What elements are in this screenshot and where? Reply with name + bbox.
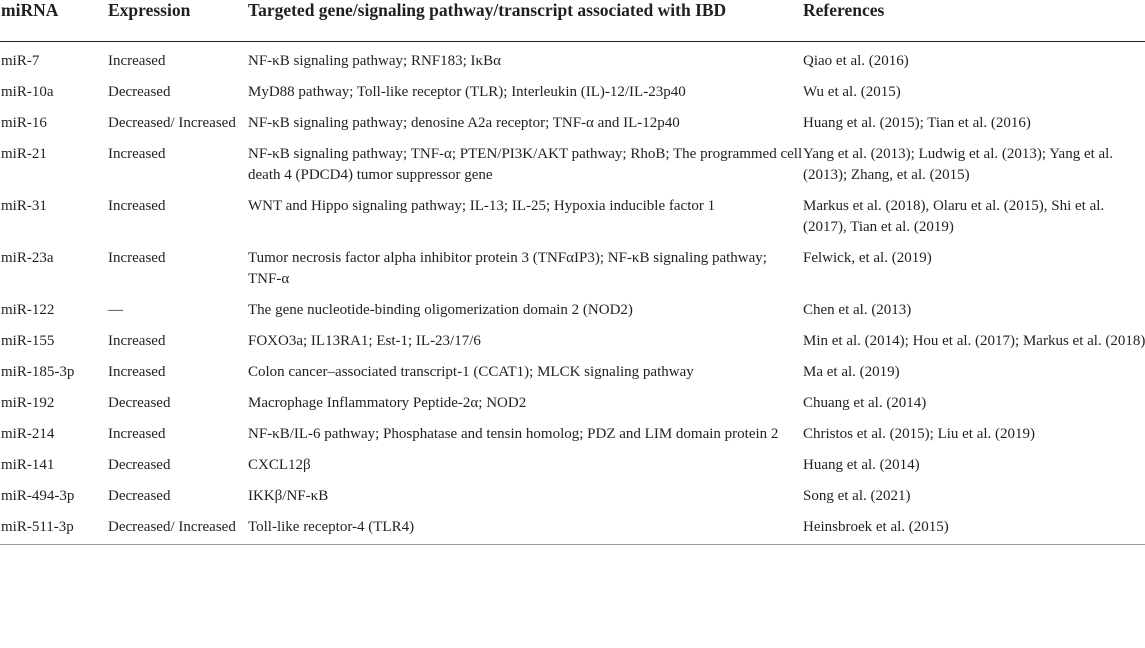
- cell-mirna: miR-141: [1, 457, 55, 473]
- table-row: [0, 361, 1145, 392]
- table-row: [0, 516, 1145, 544]
- table-bottom-rule: [0, 544, 1145, 545]
- cell-reference: Christos et al. (2015); Liu et al. (2019): [803, 426, 1036, 442]
- cell-mirna: miR-21: [1, 146, 47, 162]
- cell-expression: Decreased: [108, 457, 171, 473]
- cell-target: NF-κB signaling pathway; denosine A2a receptor; TNF-α and IL-12p40: [248, 115, 680, 131]
- cell-expression: Increased: [108, 364, 166, 380]
- table-row: [0, 299, 1145, 330]
- cell-target: Tumor necrosis factor alpha inhibitor protein 3 (TNFαIP3); NF-κB signaling pathway; TNF-α: [248, 250, 767, 287]
- cell-expression: Decreased: [108, 395, 171, 411]
- table-row: [0, 247, 1145, 299]
- cell-target: MyD88 pathway; Toll-like receptor (TLR); Interleukin (IL)-12/IL-23p40: [248, 84, 686, 100]
- cell-reference: Min et al. (2014); Hou et al. (2017); Markus et al. (2018): [803, 333, 1145, 349]
- cell-mirna: miR-494-3p: [1, 488, 75, 504]
- table-row: [0, 112, 1145, 143]
- cell-expression: Increased: [108, 250, 166, 266]
- cell-mirna: miR-16: [1, 115, 47, 131]
- cell-reference: Qiao et al. (2016): [803, 53, 909, 69]
- table-row: [0, 485, 1145, 516]
- cell-reference: Huang et al. (2014): [803, 457, 920, 473]
- table-row: [0, 423, 1145, 454]
- cell-reference: Markus et al. (2018), Olaru et al. (2015), Shi et al. (2017), Tian et al. (2019): [803, 198, 1105, 235]
- cell-expression: Decreased/ Increased: [108, 519, 236, 535]
- cell-expression: Increased: [108, 53, 166, 69]
- cell-mirna: miR-23a: [1, 250, 54, 266]
- cell-mirna: miR-185-3p: [1, 364, 75, 380]
- cell-target: IKKβ/NF-κB: [248, 488, 329, 504]
- cell-reference: Chen et al. (2013): [803, 302, 912, 318]
- header-expression: Expression: [108, 0, 191, 20]
- cell-target: Macrophage Inflammatory Peptide-2α; NOD2: [248, 395, 527, 411]
- cell-mirna: miR-155: [1, 333, 55, 349]
- cell-reference: Song et al. (2021): [803, 488, 911, 504]
- table-row: [0, 392, 1145, 423]
- cell-reference: Heinsbroek et al. (2015): [803, 519, 949, 535]
- cell-mirna: miR-511-3p: [1, 519, 74, 535]
- cell-target: FOXO3a; IL13RA1; Est-1; IL-23/17/6: [248, 333, 481, 349]
- cell-target: Colon cancer–associated transcript-1 (CCAT1); MLCK signaling pathway: [248, 364, 694, 380]
- table-row: [0, 330, 1145, 361]
- cell-expression: Decreased: [108, 488, 171, 504]
- table-header: [0, 0, 1145, 42]
- cell-target: NF-κB/IL-6 pathway; Phosphatase and tensin homolog; PDZ and LIM domain protein 2: [248, 426, 779, 442]
- table-row: [0, 81, 1145, 112]
- cell-target: Toll-like receptor-4 (TLR4): [248, 519, 415, 535]
- cell-reference: Felwick, et al. (2019): [803, 250, 932, 266]
- cell-expression: Increased: [108, 333, 166, 349]
- header-row: [0, 0, 1145, 42]
- cell-expression: Increased: [108, 146, 166, 162]
- header-targeted-gene: Targeted gene/signaling pathway/transcript associated with IBD: [248, 0, 727, 20]
- table-row: [0, 143, 1145, 195]
- cell-mirna: miR-7: [1, 53, 40, 69]
- cell-reference: Wu et al. (2015): [803, 84, 901, 100]
- cell-target: NF-κB signaling pathway; TNF-α; PTEN/PI3K/AKT pathway; RhoB; The programmed cell death 4 (PDCD4) tumor suppressor gene: [248, 146, 803, 183]
- cell-expression: Decreased/ Increased: [108, 115, 236, 131]
- cell-mirna: miR-31: [1, 198, 47, 214]
- cell-expression: Increased: [108, 198, 166, 214]
- cell-target: WNT and Hippo signaling pathway; IL-13; IL-25; Hypoxia inducible factor 1: [248, 198, 716, 214]
- cell-expression: —: [108, 302, 123, 318]
- cell-mirna: miR-122: [1, 302, 55, 318]
- cell-reference: Chuang et al. (2014): [803, 395, 927, 411]
- cell-expression: Decreased: [108, 84, 171, 100]
- table-row: [0, 454, 1145, 485]
- cell-mirna: miR-192: [1, 395, 55, 411]
- cell-reference: Huang et al. (2015); Tian et al. (2016): [803, 115, 1031, 131]
- header-mirna: miRNA: [1, 0, 59, 20]
- cell-target: The gene nucleotide-binding oligomerization domain 2 (NOD2): [248, 302, 633, 318]
- table-row: [0, 195, 1145, 247]
- table-body: [0, 42, 1145, 545]
- cell-target: CXCL12β: [248, 457, 311, 473]
- cell-mirna: miR-214: [1, 426, 55, 442]
- cell-reference: Yang et al. (2013); Ludwig et al. (2013); Yang et al. (2013); Zhang, et al. (2015): [803, 146, 1114, 183]
- header-references: References: [803, 0, 885, 20]
- cell-target: NF-κB signaling pathway; RNF183; IκBα: [248, 53, 501, 69]
- table-row: [0, 42, 1145, 82]
- cell-mirna: miR-10a: [1, 84, 54, 100]
- cell-expression: Increased: [108, 426, 166, 442]
- cell-reference: Ma et al. (2019): [803, 364, 900, 380]
